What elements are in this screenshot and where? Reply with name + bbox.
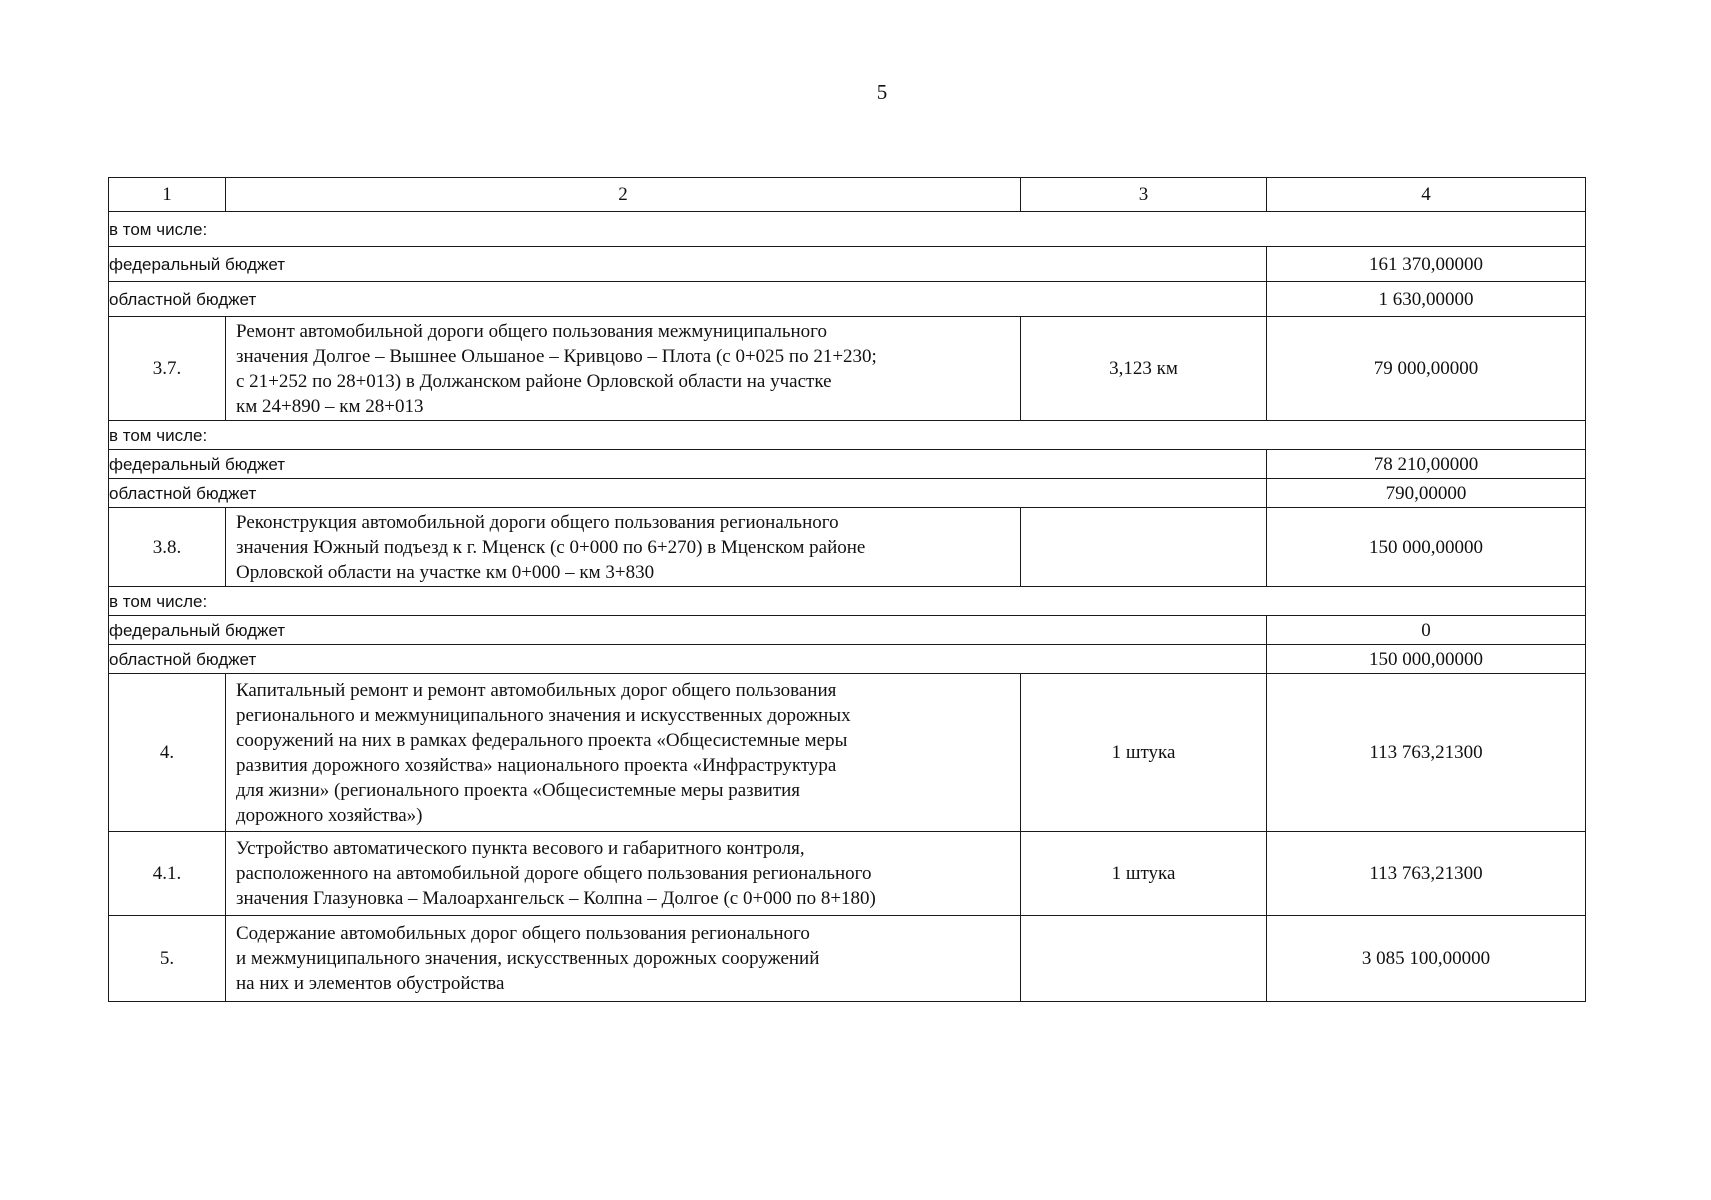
regional-budget-row (109, 479, 1586, 508)
federal-budget-amount: 78 210,00000 (1267, 450, 1586, 479)
row-description (226, 508, 1021, 587)
description-line: Реконструкция автомобильной дороги общего пользования регионального (236, 511, 839, 533)
table-row-4-1 (109, 832, 1586, 916)
row-amount: 79 000,00000 (1267, 317, 1586, 421)
description-line: расположенного на автомобильной дороге общего пользования регионального (236, 863, 872, 884)
table-header-row (109, 178, 1586, 212)
row-description (226, 832, 1021, 916)
page-number: 5 (876, 80, 888, 104)
regional-budget-label: областной бюджет (109, 645, 1267, 674)
description-line: дорожного хозяйства») (236, 804, 423, 826)
row-description (226, 674, 1021, 832)
description-line: Ремонт автомобильной дороги общего пользования межмуниципального (236, 320, 828, 342)
including-row (109, 421, 1586, 450)
description-line: значения Глазуновка – Малоархангельск – Колпна – Долгое (с 0+000 по 8+180) (236, 888, 876, 909)
regional-budget-amount: 1 630,00000 (1267, 282, 1586, 317)
description-line: с 21+252 по 28+013) в Должанском районе Орловской области на участке (236, 370, 832, 392)
regional-budget-amount: 150 000,00000 (1267, 645, 1586, 674)
including-label: в том числе: (109, 587, 1586, 616)
description-line: Орловской области на участке км 0+000 – км 3+830 (236, 561, 655, 583)
row-number: 4. (109, 674, 226, 832)
federal-budget-amount: 161 370,00000 (1267, 247, 1586, 282)
table-row-5 (109, 916, 1586, 1002)
description-line: Устройство автоматического пункта весового и габаритного контроля, (236, 838, 805, 859)
table-row-3-8 (109, 508, 1586, 587)
regional-budget-label: областной бюджет (109, 282, 1267, 317)
description-line: Капитальный ремонт и ремонт автомобильных дорог общего пользования (236, 679, 837, 701)
row-amount: 3 085 100,00000 (1267, 916, 1586, 1002)
row-number: 5. (109, 916, 226, 1002)
header-cell: 3 (1021, 178, 1267, 212)
row-description (226, 317, 1021, 421)
including-label: в том числе: (109, 212, 1586, 247)
description-line: регионального и межмуниципального значения и искусственных дорожных (236, 704, 851, 726)
federal-budget-label: федеральный бюджет (109, 450, 1267, 479)
description-line: км 24+890 – км 28+013 (236, 395, 424, 417)
federal-budget-row (109, 616, 1586, 645)
row-unit: 1 штука (1021, 832, 1267, 916)
federal-budget-row (109, 450, 1586, 479)
row-amount: 150 000,00000 (1267, 508, 1586, 587)
description-line: развития дорожного хозяйства» национального проекта «Инфраструктура (236, 754, 837, 776)
description-line: и межмуниципального значения, искусственных дорожных сооружений (236, 948, 820, 969)
row-number: 4.1. (109, 832, 226, 916)
including-row (109, 212, 1586, 247)
budget-table (108, 177, 1586, 1002)
description-line: Содержание автомобильных дорог общего пользования регионального (236, 923, 810, 944)
header-cell: 2 (226, 178, 1021, 212)
table-row-4 (109, 674, 1586, 832)
row-unit: 1 штука (1021, 674, 1267, 832)
table-row-3-7 (109, 317, 1586, 421)
federal-budget-amount: 0 (1267, 616, 1586, 645)
header-cell: 1 (109, 178, 226, 212)
regional-budget-row (109, 645, 1586, 674)
row-description (226, 916, 1021, 1002)
description-line: значения Южный подъезд к г. Мценск (с 0+000 по 6+270) в Мценском районе (236, 536, 866, 558)
regional-budget-row (109, 282, 1586, 317)
row-unit (1021, 916, 1267, 1002)
row-number: 3.8. (109, 508, 226, 587)
row-unit (1021, 508, 1267, 587)
row-amount: 113 763,21300 (1267, 674, 1586, 832)
description-line: на них и элементов обустройства (236, 973, 505, 994)
description-line: сооружений на них в рамках федерального проекта «Общесистемные меры (236, 729, 848, 751)
including-row (109, 587, 1586, 616)
description-line: для жизни» (регионального проекта «Общесистемные меры развития (236, 779, 801, 801)
header-cell: 4 (1267, 178, 1586, 212)
row-amount: 113 763,21300 (1267, 832, 1586, 916)
row-unit: 3,123 км (1021, 317, 1267, 421)
federal-budget-label: федеральный бюджет (109, 616, 1267, 645)
federal-budget-label: федеральный бюджет (109, 247, 1267, 282)
description-line: значения Долгое – Вышнее Ольшаное – Кривцово – Плота (с 0+025 по 21+230; (236, 345, 877, 367)
including-label: в том числе: (109, 421, 1586, 450)
regional-budget-amount: 790,00000 (1267, 479, 1586, 508)
row-number: 3.7. (109, 317, 226, 421)
regional-budget-label: областной бюджет (109, 479, 1267, 508)
federal-budget-row (109, 247, 1586, 282)
